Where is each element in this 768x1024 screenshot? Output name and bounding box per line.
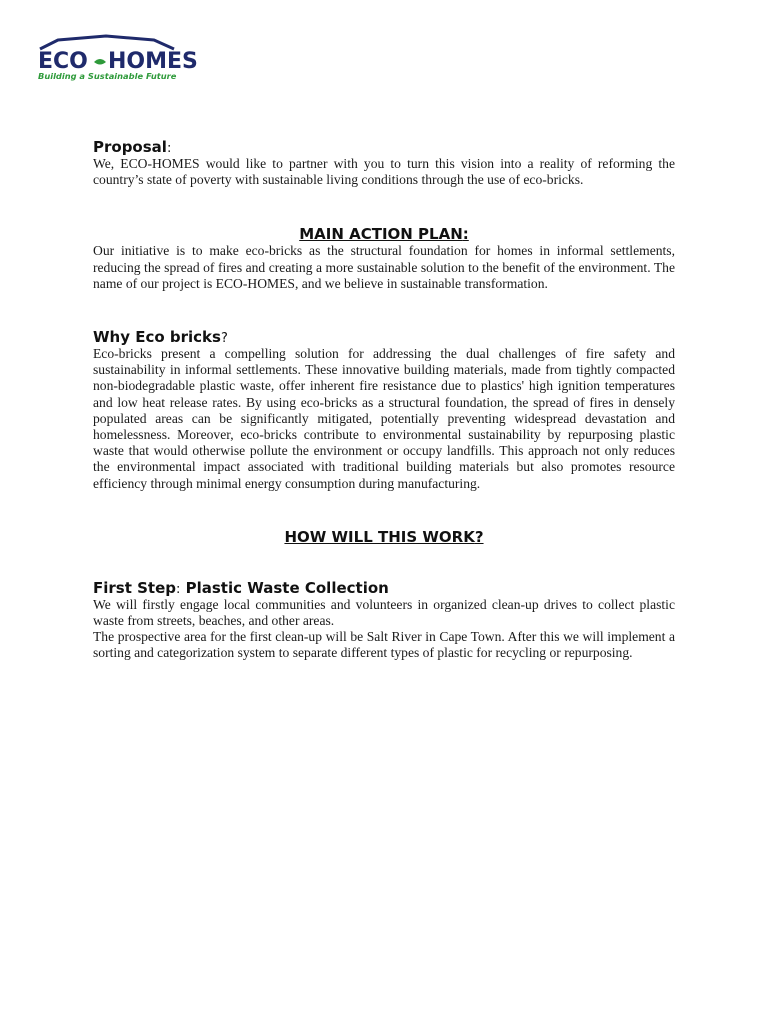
leaf-icon	[94, 59, 106, 65]
main-action-plan-heading: MAIN ACTION PLAN:	[299, 225, 469, 244]
proposal-heading: Proposal:	[93, 138, 172, 156]
why-eco-bricks-paragraph: Eco-bricks present a compelling solution for addressing the dual challenges of fire safety and sustainability in informal settlements. These innovative building materials, made from tightly compacted non-biodegradable plastic waste, offer inherent fire resistance due to plastics' high ignition temperatures and low heat release rates. By using eco-bricks as a structural foundation, the spread of fires in densely populated areas can be significantly mitigated, potentially preventing widespread devastation and homelessness. Moreover, eco-bricks contribute to environmental sustainability by repurposing plastic waste that would otherwise pollute the environment or occupy landfills. This approach not only reduces the environmental impact associated with traditional building materials but also promotes resource efficiency through minimal energy consumption during manufacturing.	[93, 346, 675, 491]
logo-word-homes: HOMES	[108, 49, 198, 74]
main-action-paragraph: Our initiative is to make eco-bricks as the structural foundation for homes in informal settlements, reducing the spread of fires and creating a more sustainable solution to the benefit of the environment. The name of our project is ECO-HOMES, and we believe in sustainable transformation.	[93, 243, 675, 291]
why-eco-bricks-heading: Why Eco bricks?	[93, 328, 228, 347]
logo-word-eco: ECO	[38, 49, 88, 74]
first-step-paragraph-2: The prospective area for the first clean-up will be Salt River in Cape Town. After this we will implement a sorting and categorization system to separate different types of plastic for recycling or repurposing.	[93, 629, 675, 661]
eco-homes-logo	[36, 34, 198, 84]
logo-tagline: Building a Sustainable Future	[38, 71, 177, 81]
house-roof-icon	[36, 34, 198, 84]
first-step-heading: First Step: Plastic Waste Collection	[93, 578, 389, 597]
first-step-paragraph-1: We will firstly engage local communities and volunteers in organized clean-up drives to collect plastic waste from streets, beaches, and other areas.	[93, 596, 675, 629]
how-will-this-work-heading: HOW WILL THIS WORK?	[284, 527, 484, 546]
proposal-paragraph: We, ECO-HOMES would like to partner with you to turn this vision into a reality of reforming the country’s state of poverty with sustainable living conditions through the use of eco-bricks.	[93, 156, 675, 188]
document-body	[93, 138, 675, 662]
